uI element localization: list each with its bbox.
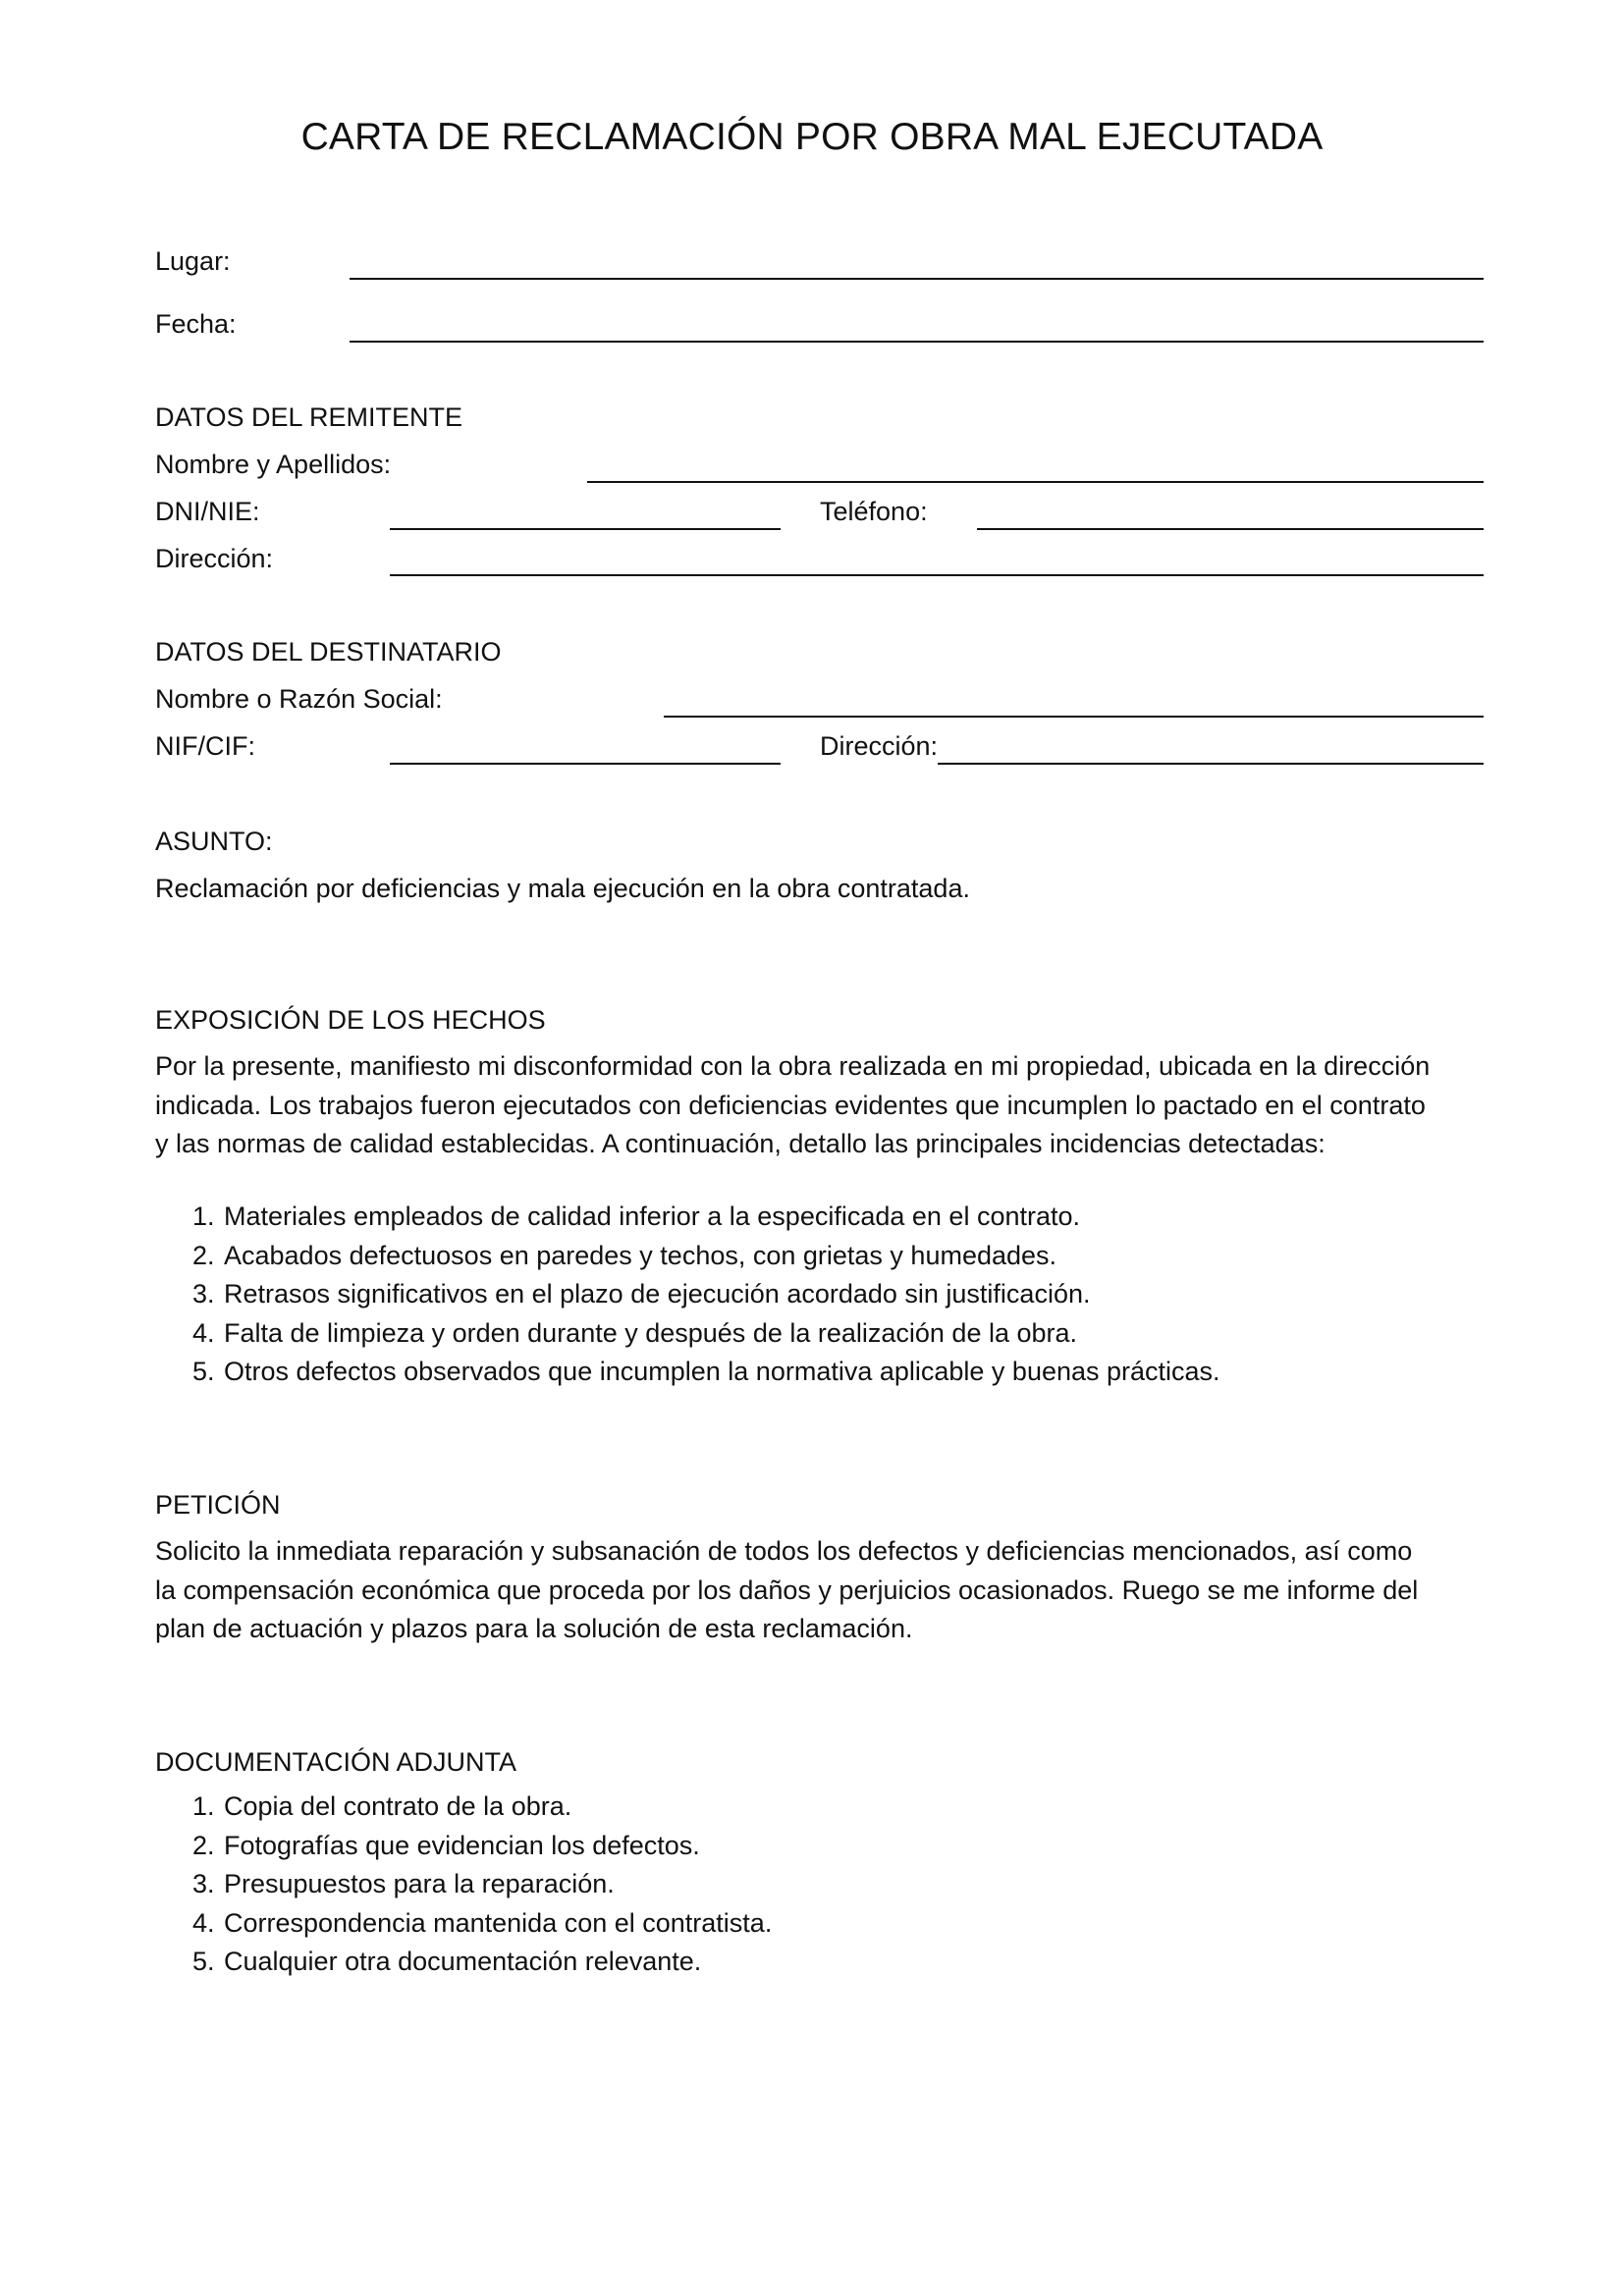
lugar-field-line[interactable]	[350, 278, 1484, 280]
peticion-paragraph	[155, 1532, 1481, 1649]
list-item	[192, 1827, 772, 1866]
list-item-text: Acabados defectuosos en paredes y techos, con grietas y humedades.	[224, 1240, 1057, 1270]
list-item-number: 3.	[192, 1869, 215, 1898]
remitente-dni-label: DNI/NIE:	[155, 497, 260, 526]
remitente-telefono-label: Teléfono:	[820, 497, 928, 526]
list-item-number: 2.	[192, 1240, 215, 1270]
list-item-number: 4.	[192, 1317, 215, 1348]
hechos-paragraph	[155, 1047, 1481, 1164]
remitente-nombre-field-line[interactable]	[587, 481, 1484, 483]
list-item-text: Presupuestos para la reparación.	[224, 1869, 615, 1898]
list-item	[192, 1865, 772, 1904]
documentacion-list	[192, 1788, 772, 1982]
list-item-text: Correspondencia mantenida con el contratista.	[224, 1907, 773, 1938]
list-item-number: 1.	[192, 1791, 215, 1821]
destinatario-direccion-label: Dirección:	[820, 731, 939, 761]
list-item-text: Otros defectos observados que incumplen la normativa aplicable y buenas prácticas.	[224, 1357, 1220, 1386]
remitente-heading: DATOS DEL REMITENTE	[155, 402, 463, 432]
hechos-paragraph-line: Por la presente, manifiesto mi disconformidad con la obra realizada en mi propiedad, ubicada en la dirección	[155, 1051, 1431, 1081]
fecha-label: Fecha:	[155, 309, 237, 339]
hechos-paragraph-line: indicada. Los trabajos fueron ejecutados con deficiencias evidentes que incumplen lo pactado en el contrato	[155, 1090, 1426, 1120]
list-item-number: 5.	[192, 1357, 215, 1386]
list-item	[192, 1275, 1220, 1314]
remitente-direccion-field-line[interactable]	[390, 574, 1484, 576]
destinatario-direccion-field-line[interactable]	[938, 763, 1484, 765]
document-title: CARTA DE RECLAMACIÓN POR OBRA MAL EJECUTADA	[300, 116, 1324, 158]
list-item-number: 3.	[192, 1279, 215, 1308]
list-item	[192, 1237, 1220, 1276]
destinatario-heading: DATOS DEL DESTINATARIO	[155, 637, 502, 667]
lugar-label: Lugar:	[155, 246, 231, 276]
remitente-nombre-label: Nombre y Apellidos:	[155, 450, 392, 479]
hechos-paragraph-line: y las normas de calidad establecidas. A continuación, detallo las principales incidencias detectadas:	[155, 1129, 1326, 1158]
remitente-direccion-label: Dirección:	[155, 544, 274, 573]
remitente-dni-field-line[interactable]	[390, 528, 781, 530]
list-item	[192, 1943, 772, 1982]
list-item-text: Falta de limpieza y orden durante y después de la realización de la obra.	[224, 1317, 1078, 1348]
list-item-text: Fotografías que evidencian los defectos.	[224, 1830, 700, 1860]
peticion-paragraph-line: plan de actuación y plazos para la solución de esta reclamación.	[155, 1614, 913, 1643]
list-item-text: Retrasos significativos en el plazo de ejecución acordado sin justificación.	[224, 1279, 1091, 1308]
destinatario-nif-field-line[interactable]	[390, 763, 781, 765]
list-item-number: 2.	[192, 1830, 215, 1860]
destinatario-nif-label: NIF/CIF:	[155, 731, 255, 761]
list-item	[192, 1904, 772, 1944]
list-item-number: 5.	[192, 1947, 215, 1976]
asunto-text: Reclamación por deficiencias y mala ejecución en la obra contratada.	[155, 874, 970, 903]
destinatario-nombre-field-line[interactable]	[664, 716, 1484, 718]
list-item-number: 1.	[192, 1201, 215, 1231]
list-item-number: 4.	[192, 1907, 215, 1938]
asunto-heading: ASUNTO:	[155, 827, 273, 856]
peticion-heading: PETICIÓN	[155, 1490, 281, 1520]
list-item	[192, 1198, 1220, 1237]
list-item	[192, 1314, 1220, 1354]
list-item-text: Cualquier otra documentación relevante.	[224, 1947, 702, 1976]
list-item	[192, 1353, 1220, 1392]
list-item	[192, 1788, 772, 1827]
peticion-paragraph-line: Solicito la inmediata reparación y subsanación de todos los defectos y deficiencias mencionados, así como	[155, 1536, 1413, 1566]
fecha-field-line[interactable]	[350, 341, 1484, 343]
documentacion-heading: DOCUMENTACIÓN ADJUNTA	[155, 1747, 517, 1777]
list-item-text: Copia del contrato de la obra.	[224, 1791, 572, 1821]
hechos-heading: EXPOSICIÓN DE LOS HECHOS	[155, 1005, 546, 1035]
hechos-list	[192, 1198, 1220, 1392]
peticion-paragraph-line: la compensación económica que proceda por los daños y perjuicios ocasionados. Ruego se me informe del	[155, 1575, 1419, 1605]
remitente-telefono-field-line[interactable]	[977, 528, 1484, 530]
destinatario-nombre-label: Nombre o Razón Social:	[155, 684, 443, 714]
list-item-text: Materiales empleados de calidad inferior a la especificada en el contrato.	[224, 1201, 1081, 1231]
